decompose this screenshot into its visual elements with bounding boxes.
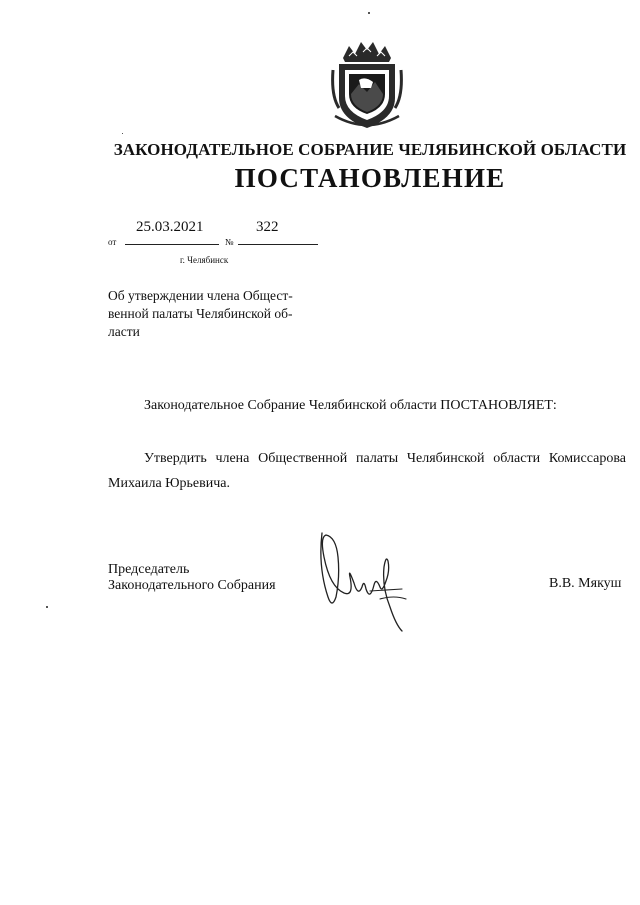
subject-line: венной палаты Челябинской об- <box>108 306 293 321</box>
organization-name: ЗАКОНОДАТЕЛЬНОЕ СОБРАНИЕ ЧЕЛЯБИНСКОЙ ОБЛАСТИ <box>113 140 627 159</box>
resolution-paragraph <box>108 446 626 496</box>
scan-speck <box>368 12 370 14</box>
signatory-name: В.В. Мякуш <box>549 576 622 591</box>
document-subject <box>108 287 312 341</box>
scan-speck <box>122 133 123 134</box>
subject-line: ласти <box>108 324 140 339</box>
position-line: Законодательного Собрания <box>108 578 276 593</box>
paragraph-line: Утвердить члена Общественной палаты Челябинской области Комиссарова <box>144 451 626 466</box>
document-number: 322 <box>256 219 279 235</box>
decree-statement: Законодательное Собрание Челябинской области ПОСТАНОВЛЯЕТ: <box>144 398 557 413</box>
number-underline <box>238 236 318 245</box>
coat-of-arms-emblem <box>329 36 405 132</box>
date-underline <box>125 236 219 245</box>
document-type: ПОСТАНОВЛЕНИЕ <box>234 163 506 193</box>
signatory-position <box>108 562 276 594</box>
paragraph-line: Михаила Юрьевича. <box>108 476 231 491</box>
number-label: № <box>224 237 234 247</box>
document-date: 25.03.2021 <box>136 219 204 235</box>
position-line: Председатель <box>108 562 190 577</box>
subject-line: Об утверждении члена Общест- <box>108 288 293 303</box>
from-label: от <box>108 237 117 247</box>
handwritten-signature <box>310 527 420 637</box>
scan-speck <box>46 606 48 608</box>
city-name: г. Челябинск <box>180 255 229 265</box>
registration-line <box>108 236 318 247</box>
